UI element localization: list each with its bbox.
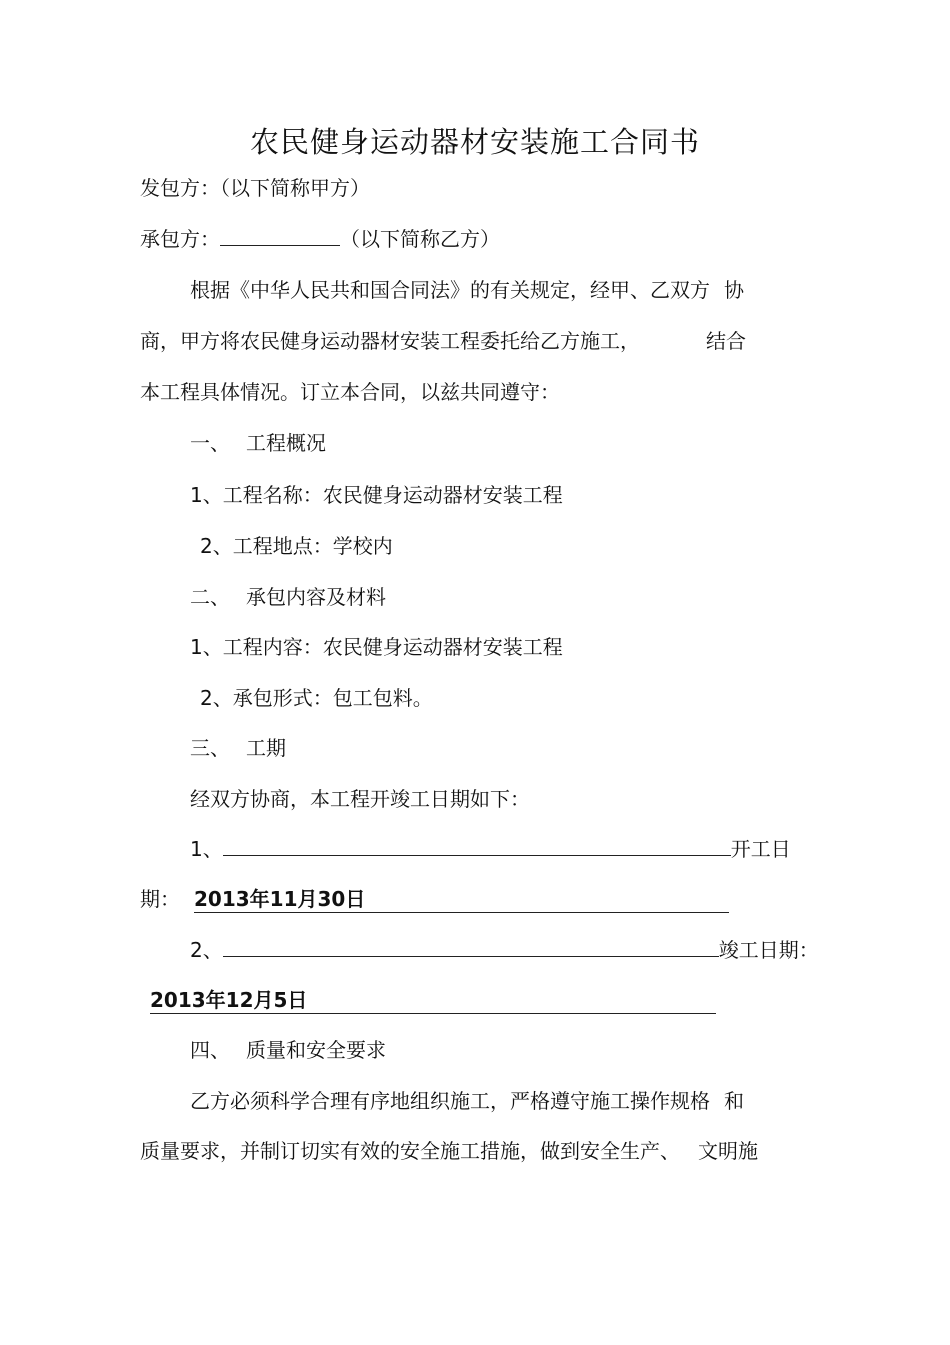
start-label-a: 开工日 bbox=[730, 837, 791, 861]
section-2-number: 二、 bbox=[190, 585, 230, 609]
project-content-line: 1、工程内容：农民健身运动器材安装工程 bbox=[190, 635, 563, 659]
party-b-line bbox=[140, 226, 500, 252]
section-4-heading bbox=[190, 1037, 386, 1063]
start-date-value: 2013年11月30日 bbox=[194, 886, 729, 913]
start-blank bbox=[223, 837, 731, 856]
section-2-title: 承包内容及材料 bbox=[246, 585, 386, 609]
intro-line-2 bbox=[140, 328, 746, 354]
contract-form-line: 2、承包形式：包工包料。 bbox=[200, 686, 433, 710]
quality-text-1b: 和 bbox=[724, 1089, 744, 1113]
start-date-line-1 bbox=[190, 836, 791, 862]
section-3-title: 工期 bbox=[246, 736, 286, 760]
section-3-number: 三、 bbox=[190, 736, 230, 760]
end-date-line-1 bbox=[190, 937, 819, 963]
document-title: 农民健身运动器材安装施工合同书 bbox=[249, 125, 700, 159]
quality-text-1a: 乙方必须科学合理有序地组织施工，严格遵守施工操作规格 bbox=[190, 1089, 710, 1113]
intro-line-1 bbox=[190, 277, 744, 303]
end-date-line-2 bbox=[150, 987, 716, 1014]
project-name-line: 1、工程名称：农民健身运动器材安装工程 bbox=[190, 483, 563, 507]
section-1-title: 工程概况 bbox=[246, 431, 326, 455]
section-4-title: 质量和安全要求 bbox=[246, 1038, 386, 1062]
start-number: 1、 bbox=[190, 837, 223, 861]
quality-line-2 bbox=[140, 1138, 758, 1164]
end-date-value: 2013年12月5日 bbox=[150, 987, 716, 1014]
end-label: 竣工日期： bbox=[718, 938, 819, 962]
schedule-intro-line: 经双方协商，本工程开竣工日期如下： bbox=[190, 787, 530, 811]
intro-text-2b: 结合 bbox=[706, 329, 746, 353]
party-b-blank bbox=[220, 227, 340, 246]
intro-text-1a: 根据《中华人民共和国合同法》的有关规定，经甲、乙双方 bbox=[190, 278, 710, 302]
section-1-heading bbox=[190, 430, 326, 456]
section-1-number: 一、 bbox=[190, 431, 230, 455]
start-date-line-2 bbox=[140, 886, 729, 913]
party-b-label: 承包方： bbox=[140, 227, 220, 251]
intro-text-1b: 协 bbox=[724, 278, 744, 302]
party-a-line: 发包方：（以下简称甲方） bbox=[140, 176, 370, 200]
project-location-line: 2、工程地点：学校内 bbox=[200, 534, 393, 558]
intro-line-3: 本工程具体情况。订立本合同，以兹共同遵守： bbox=[140, 380, 560, 404]
party-b-suffix: （以下简称乙方） bbox=[340, 227, 500, 251]
quality-text-2b: 文明施 bbox=[698, 1139, 758, 1163]
end-number: 2、 bbox=[190, 938, 223, 962]
section-2-heading bbox=[190, 584, 386, 610]
end-blank bbox=[223, 938, 719, 957]
quality-line-1 bbox=[190, 1088, 744, 1114]
section-3-heading bbox=[190, 735, 286, 761]
quality-text-2a: 质量要求，并制订切实有效的安全施工措施，做到安全生产、 bbox=[140, 1139, 680, 1163]
intro-text-2a: 商，甲方将农民健身运动器材安装工程委托给乙方施工， bbox=[140, 329, 640, 353]
start-label-b: 期： bbox=[140, 887, 180, 911]
section-4-number: 四、 bbox=[190, 1038, 230, 1062]
